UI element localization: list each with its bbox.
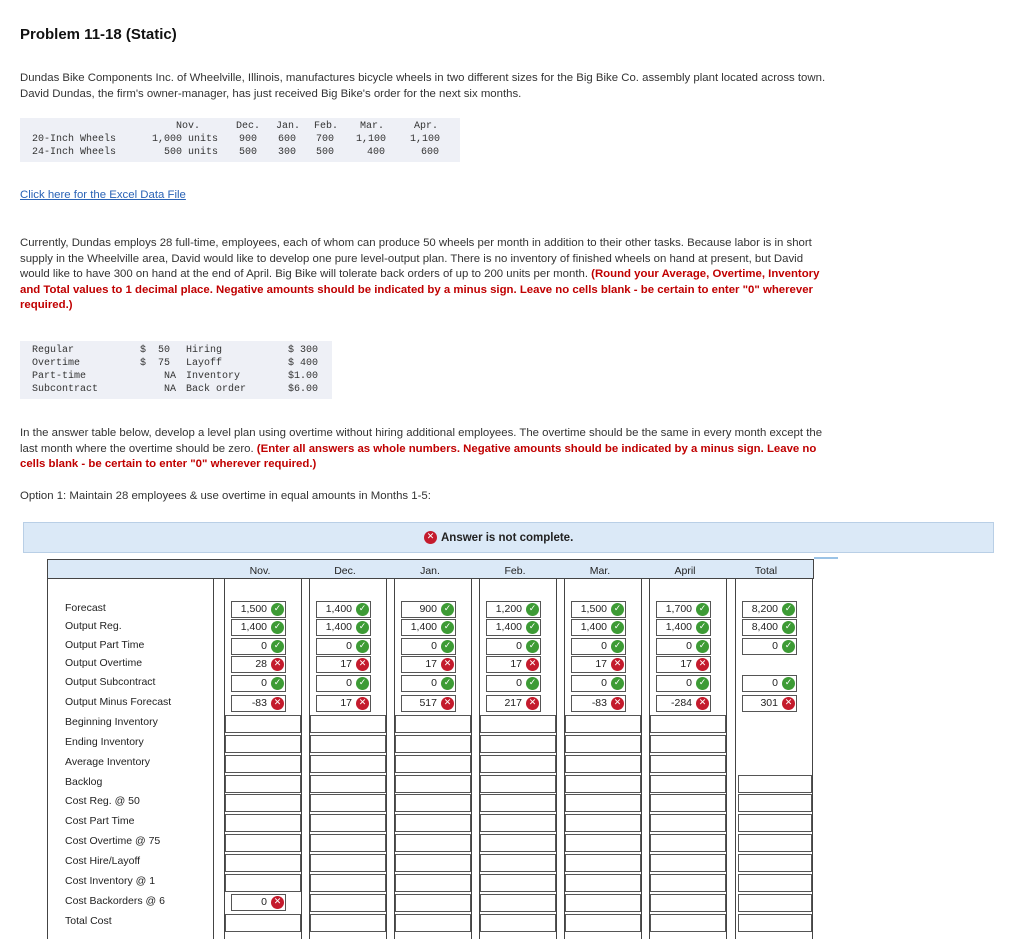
row-label: Output Overtime	[65, 657, 143, 669]
answer-input[interactable]	[310, 874, 386, 892]
answer-input[interactable]	[225, 834, 301, 852]
incorrect-x-icon: ✕	[441, 658, 454, 671]
demand-month: Dec.	[236, 121, 261, 132]
answer-value: 0	[601, 677, 607, 689]
answer-value: 0	[261, 896, 267, 908]
answer-column	[309, 579, 387, 939]
answer-value: 28	[255, 658, 267, 670]
answer-value: 0	[431, 677, 437, 689]
correct-check-icon: ✓	[526, 621, 539, 634]
answer-column	[394, 579, 472, 939]
demand-cell: 300	[278, 147, 297, 158]
answer-value: 0	[346, 677, 352, 689]
cost-value: $ 400	[288, 358, 319, 369]
answer-input[interactable]	[395, 894, 471, 912]
correct-check-icon: ✓	[782, 677, 795, 690]
answer-input[interactable]	[480, 794, 556, 812]
instructions-rounding-note: (Round your Average, Overtime, Inventory and Total values to 1 decimal place. Negative amounts should be indicated by a minus sign. Leave no cells blank - be certain to enter "0" wherever required.)	[20, 268, 820, 312]
demand-month: Feb.	[314, 121, 339, 132]
answer-input[interactable]	[395, 755, 471, 773]
answer-input[interactable]	[480, 874, 556, 892]
answer-input[interactable]	[395, 735, 471, 753]
answer-input[interactable]	[310, 914, 386, 932]
answer-value: 0	[772, 640, 778, 652]
cost-value: $ 50	[140, 345, 171, 356]
answer-value: 0	[516, 677, 522, 689]
answer-input[interactable]	[395, 715, 471, 733]
answer-input[interactable]	[571, 638, 626, 655]
answer-input[interactable]	[486, 601, 541, 618]
answer-input[interactable]	[231, 894, 286, 911]
answer-input[interactable]	[565, 874, 641, 892]
row-label: Beginning Inventory	[65, 716, 158, 728]
row-label: Cost Hire/Layoff	[65, 855, 141, 867]
answer-input[interactable]	[310, 775, 386, 793]
correct-check-icon: ✓	[441, 603, 454, 616]
answer-input[interactable]	[738, 834, 812, 852]
answer-value: 217	[504, 697, 522, 709]
answer-input[interactable]	[650, 814, 726, 832]
incorrect-x-icon: ✕	[782, 697, 795, 710]
answer-input[interactable]	[738, 775, 812, 793]
intro-paragraph: Dundas Bike Components Inc. of Wheelville, Illinois, manufactures bicycle wheels in two different sizes for the Big Bike Co. assembly plant located across town. David Dundas, the firm's owner-manager, has just received Big Bike's order for the next six months.	[20, 72, 826, 100]
answer-input[interactable]	[742, 638, 797, 655]
incorrect-x-icon: ✕	[271, 896, 284, 909]
answer-value: 0	[261, 677, 267, 689]
answer-input[interactable]	[225, 715, 301, 733]
answer-input[interactable]	[486, 675, 541, 692]
answer-input[interactable]	[565, 794, 641, 812]
answer-input[interactable]	[310, 894, 386, 912]
answer-input[interactable]	[656, 695, 711, 712]
answer-input[interactable]	[650, 794, 726, 812]
answer-input[interactable]	[738, 814, 812, 832]
answer-value: 301	[760, 697, 778, 709]
answer-value: 0	[686, 677, 692, 689]
demand-cell: 500 units	[164, 147, 219, 158]
answer-column	[564, 579, 642, 939]
cost-value: $ 300	[288, 345, 319, 356]
answer-input[interactable]	[738, 874, 812, 892]
answer-value: 17	[595, 658, 607, 670]
answer-column	[479, 579, 557, 939]
answer-value: 0	[516, 640, 522, 652]
answer-value: 0	[346, 640, 352, 652]
cost-label: Overtime	[32, 358, 81, 369]
answer-input[interactable]	[571, 656, 626, 673]
column-header: April	[674, 565, 696, 577]
answer-input[interactable]	[565, 735, 641, 753]
answer-input[interactable]	[310, 794, 386, 812]
column-header: Mar.	[589, 565, 611, 577]
row-label: Cost Backorders @ 6	[65, 895, 165, 907]
answer-input[interactable]	[650, 894, 726, 912]
incorrect-x-icon: ✕	[696, 658, 709, 671]
demand-cell: 500	[239, 147, 258, 158]
demand-cell: 1,100	[410, 134, 441, 145]
answer-input[interactable]	[486, 656, 541, 673]
correct-check-icon: ✓	[696, 603, 709, 616]
cost-label: Hiring	[186, 345, 223, 356]
answer-input[interactable]	[738, 914, 812, 932]
answer-value: 0	[601, 640, 607, 652]
correct-check-icon: ✓	[356, 640, 369, 653]
correct-check-icon: ✓	[526, 603, 539, 616]
answer-input[interactable]	[650, 834, 726, 852]
answer-input[interactable]	[486, 638, 541, 655]
question-paragraph	[20, 426, 830, 473]
demand-month: Apr.	[414, 121, 439, 132]
correct-check-icon: ✓	[356, 677, 369, 690]
answer-table-header	[47, 559, 814, 579]
answer-input[interactable]	[565, 775, 641, 793]
answer-value: -83	[251, 697, 267, 709]
answer-value: 1,500	[240, 603, 267, 615]
answer-input[interactable]	[231, 675, 286, 692]
row-label: Cost Overtime @ 75	[65, 835, 161, 847]
answer-input[interactable]	[650, 914, 726, 932]
option-label: Option 1: Maintain 28 employees & use overtime in equal amounts in Months 1-5:	[20, 490, 431, 502]
demand-month: Mar.	[360, 121, 385, 132]
answer-input[interactable]	[225, 914, 301, 932]
answer-input[interactable]	[401, 601, 456, 618]
answer-input[interactable]	[480, 755, 556, 773]
answer-input[interactable]	[231, 638, 286, 655]
answer-value: 1,500	[580, 603, 607, 615]
correct-check-icon: ✓	[611, 677, 624, 690]
answer-value: 1,400	[325, 621, 352, 633]
incorrect-x-icon: ✕	[696, 697, 709, 710]
answer-input[interactable]	[656, 601, 711, 618]
correct-check-icon: ✓	[611, 640, 624, 653]
answer-input[interactable]	[401, 675, 456, 692]
answer-input[interactable]	[225, 794, 301, 812]
row-label: Cost Part Time	[65, 815, 135, 827]
answer-input[interactable]	[480, 814, 556, 832]
answer-value: 17	[680, 658, 692, 670]
answer-value: 0	[261, 640, 267, 652]
demand-cell: 1,000 units	[152, 134, 219, 145]
correct-check-icon: ✓	[271, 640, 284, 653]
answer-input[interactable]	[316, 675, 371, 692]
demand-row-label: 24-Inch Wheels	[32, 147, 117, 158]
answer-input[interactable]	[565, 755, 641, 773]
answer-input[interactable]	[401, 638, 456, 655]
instructions-text: Currently, Dundas employs 28 full-time, employees, each of whom can produce 50 wheels per month in addition to their other tasks. Because labor is in short supply in the Wheelville area, David would like to develop one pure level-output plan. There is no inventory of finished wheels on hand at present, but David would like to have 300 on hand at the end of April. Big Bike will tolerate back orders of up to 200 units per month.	[20, 237, 812, 281]
correct-check-icon: ✓	[356, 621, 369, 634]
answer-input[interactable]	[571, 695, 626, 712]
cost-table	[20, 341, 332, 399]
answer-value: 8,200	[751, 603, 778, 615]
answer-input[interactable]	[650, 874, 726, 892]
answer-input[interactable]	[480, 775, 556, 793]
answer-value: 17	[340, 697, 352, 709]
row-label: Output Part Time	[65, 639, 145, 651]
answer-input[interactable]	[480, 715, 556, 733]
answer-column	[224, 579, 302, 939]
answer-input[interactable]	[650, 775, 726, 793]
incorrect-x-icon: ✕	[526, 658, 539, 671]
column-header: Dec.	[334, 565, 356, 577]
answer-input[interactable]	[480, 894, 556, 912]
answer-input[interactable]	[650, 735, 726, 753]
answer-input[interactable]	[742, 601, 797, 618]
answer-input[interactable]	[310, 755, 386, 773]
incorrect-x-icon: ✕	[526, 697, 539, 710]
answer-table	[47, 559, 814, 939]
answer-input[interactable]	[395, 854, 471, 872]
incorrect-x-icon: ✕	[271, 658, 284, 671]
answer-input[interactable]	[656, 675, 711, 692]
answer-input[interactable]	[565, 854, 641, 872]
demand-month: Jan.	[276, 121, 301, 132]
excel-data-link[interactable]: Click here for the Excel Data File	[20, 189, 186, 201]
answer-value: -83	[591, 697, 607, 709]
cost-label: Back order	[186, 384, 247, 395]
answer-value: 517	[419, 697, 437, 709]
incorrect-x-icon: ✕	[611, 697, 624, 710]
answer-input[interactable]	[231, 695, 286, 712]
cost-value: NA	[164, 384, 177, 395]
answer-value: 0	[431, 640, 437, 652]
demand-cell: 900	[239, 134, 258, 145]
answer-input[interactable]	[310, 814, 386, 832]
answer-input[interactable]	[231, 656, 286, 673]
answer-input[interactable]	[742, 619, 797, 636]
answer-input[interactable]	[480, 735, 556, 753]
demand-cell: 600	[421, 147, 440, 158]
cost-value: NA	[164, 371, 177, 382]
question-text: In the answer table below, develop a level plan using overtime without hiring additional employees. The overtime should be the same in every month except the last month where the overtime should be zero.	[20, 427, 823, 455]
row-label: Ending Inventory	[65, 736, 144, 748]
answer-input[interactable]	[395, 794, 471, 812]
answer-value: 0	[772, 677, 778, 689]
correct-check-icon: ✓	[271, 603, 284, 616]
correct-check-icon: ✓	[611, 603, 624, 616]
answer-input[interactable]	[486, 619, 541, 636]
column-header: Total	[754, 565, 778, 577]
answer-input[interactable]	[316, 695, 371, 712]
incorrect-x-icon: ✕	[271, 697, 284, 710]
answer-input[interactable]	[225, 814, 301, 832]
answer-input[interactable]	[395, 874, 471, 892]
answer-input[interactable]	[742, 695, 797, 712]
demand-cell: 700	[316, 134, 335, 145]
demand-cell: 500	[316, 147, 335, 158]
cost-label: Layoff	[186, 358, 223, 369]
answer-input[interactable]	[316, 601, 371, 618]
answer-value: 1,400	[325, 603, 352, 615]
answer-input[interactable]	[738, 894, 812, 912]
incorrect-icon: ✕	[424, 531, 437, 544]
answer-input[interactable]	[738, 794, 812, 812]
answer-input[interactable]	[571, 675, 626, 692]
page-title: Problem 11-18 (Static)	[20, 26, 177, 43]
answer-input[interactable]	[225, 775, 301, 793]
answer-input[interactable]	[480, 914, 556, 932]
demand-cell: 600	[278, 134, 297, 145]
answer-input[interactable]	[310, 854, 386, 872]
answer-input[interactable]	[565, 914, 641, 932]
answer-input[interactable]	[742, 675, 797, 692]
row-labels	[47, 579, 214, 939]
answer-value: 8,400	[751, 621, 778, 633]
column-header: Nov.	[249, 565, 271, 577]
answer-input[interactable]	[316, 638, 371, 655]
row-label: Average Inventory	[65, 756, 151, 768]
demand-cell: 1,100	[356, 134, 387, 145]
answer-input[interactable]	[231, 601, 286, 618]
answer-input[interactable]	[656, 656, 711, 673]
answer-input[interactable]	[316, 656, 371, 673]
answer-input[interactable]	[395, 914, 471, 932]
answer-input[interactable]	[656, 619, 711, 636]
answer-input[interactable]	[738, 854, 812, 872]
banner-text: Answer is not complete.	[441, 531, 574, 544]
answer-value: 1,400	[240, 621, 267, 633]
row-label: Output Reg.	[65, 620, 122, 632]
answer-input[interactable]	[565, 814, 641, 832]
answer-value: 0	[686, 640, 692, 652]
cost-value: $6.00	[288, 384, 319, 395]
incorrect-x-icon: ✕	[356, 658, 369, 671]
answer-value: 1,700	[665, 603, 692, 615]
correct-check-icon: ✓	[611, 621, 624, 634]
answer-value: 17	[510, 658, 522, 670]
demand-table	[20, 118, 460, 162]
answer-input[interactable]	[316, 619, 371, 636]
cost-label: Regular	[32, 345, 75, 356]
answer-column	[649, 579, 727, 939]
row-label: Output Minus Forecast	[65, 696, 172, 708]
answer-input[interactable]	[565, 894, 641, 912]
answer-input[interactable]	[650, 854, 726, 872]
column-header: Jan.	[420, 565, 440, 577]
answer-value: -284	[670, 697, 692, 709]
answer-value: 900	[419, 603, 437, 615]
correct-check-icon: ✓	[526, 640, 539, 653]
answer-input[interactable]	[225, 854, 301, 872]
cost-value: $1.00	[288, 371, 319, 382]
answer-value: 1,400	[665, 621, 692, 633]
answer-input[interactable]	[565, 834, 641, 852]
answer-input[interactable]	[656, 638, 711, 655]
banner-accent-line	[814, 557, 838, 559]
answer-input[interactable]	[231, 619, 286, 636]
answer-input[interactable]	[395, 775, 471, 793]
correct-check-icon: ✓	[696, 640, 709, 653]
question-entry-note: (Enter all answers as whole numbers. Negative amounts should be indicated by a minus sign. Leave no cells blank - be certain to enter "0" wherever required.)	[20, 442, 817, 471]
answer-input[interactable]	[650, 715, 726, 733]
answer-status-banner	[23, 522, 994, 553]
correct-check-icon: ✓	[526, 677, 539, 690]
correct-check-icon: ✓	[782, 603, 795, 616]
incorrect-x-icon: ✕	[356, 697, 369, 710]
answer-input[interactable]	[401, 619, 456, 636]
correct-check-icon: ✓	[782, 621, 795, 634]
demand-cell: 400	[367, 147, 386, 158]
column-header: Feb.	[504, 565, 526, 577]
correct-check-icon: ✓	[271, 621, 284, 634]
correct-check-icon: ✓	[271, 677, 284, 690]
correct-check-icon: ✓	[441, 677, 454, 690]
answer-column	[735, 579, 813, 939]
cost-label: Part-time	[32, 371, 87, 382]
answer-input[interactable]	[395, 814, 471, 832]
answer-value: 17	[340, 658, 352, 670]
answer-value: 1,400	[580, 621, 607, 633]
cost-label: Inventory	[186, 371, 241, 382]
incorrect-x-icon: ✕	[611, 658, 624, 671]
correct-check-icon: ✓	[782, 640, 795, 653]
answer-input[interactable]	[565, 715, 641, 733]
answer-value: 1,200	[495, 603, 522, 615]
answer-value: 1,400	[495, 621, 522, 633]
answer-input[interactable]	[310, 735, 386, 753]
row-label: Backlog	[65, 776, 103, 788]
row-label: Output Subcontract	[65, 676, 156, 688]
answer-value: 17	[425, 658, 437, 670]
answer-value: 1,400	[410, 621, 437, 633]
correct-check-icon: ✓	[696, 677, 709, 690]
answer-input[interactable]	[571, 601, 626, 618]
answer-input[interactable]	[225, 874, 301, 892]
correct-check-icon: ✓	[441, 640, 454, 653]
answer-input[interactable]	[480, 854, 556, 872]
answer-input[interactable]	[401, 656, 456, 673]
answer-input[interactable]	[310, 715, 386, 733]
correct-check-icon: ✓	[441, 621, 454, 634]
row-label: Cost Inventory @ 1	[65, 875, 156, 887]
row-label: Forecast	[65, 602, 106, 614]
demand-row-label: 20-Inch Wheels	[32, 134, 117, 145]
correct-check-icon: ✓	[356, 603, 369, 616]
cost-value: $ 75	[140, 358, 171, 369]
incorrect-x-icon: ✕	[441, 697, 454, 710]
answer-input[interactable]	[310, 834, 386, 852]
row-label: Cost Reg. @ 50	[65, 795, 140, 807]
answer-input[interactable]	[401, 695, 456, 712]
answer-input[interactable]	[395, 834, 471, 852]
answer-input[interactable]	[571, 619, 626, 636]
row-label: Total Cost	[65, 915, 112, 927]
answer-input[interactable]	[486, 695, 541, 712]
answer-input[interactable]	[225, 735, 301, 753]
correct-check-icon: ✓	[696, 621, 709, 634]
demand-month: Nov.	[176, 121, 201, 132]
answer-input[interactable]	[650, 755, 726, 773]
cost-label: Subcontract	[32, 384, 99, 395]
answer-input[interactable]	[480, 834, 556, 852]
instructions-paragraph	[20, 236, 830, 314]
answer-input[interactable]	[225, 755, 301, 773]
